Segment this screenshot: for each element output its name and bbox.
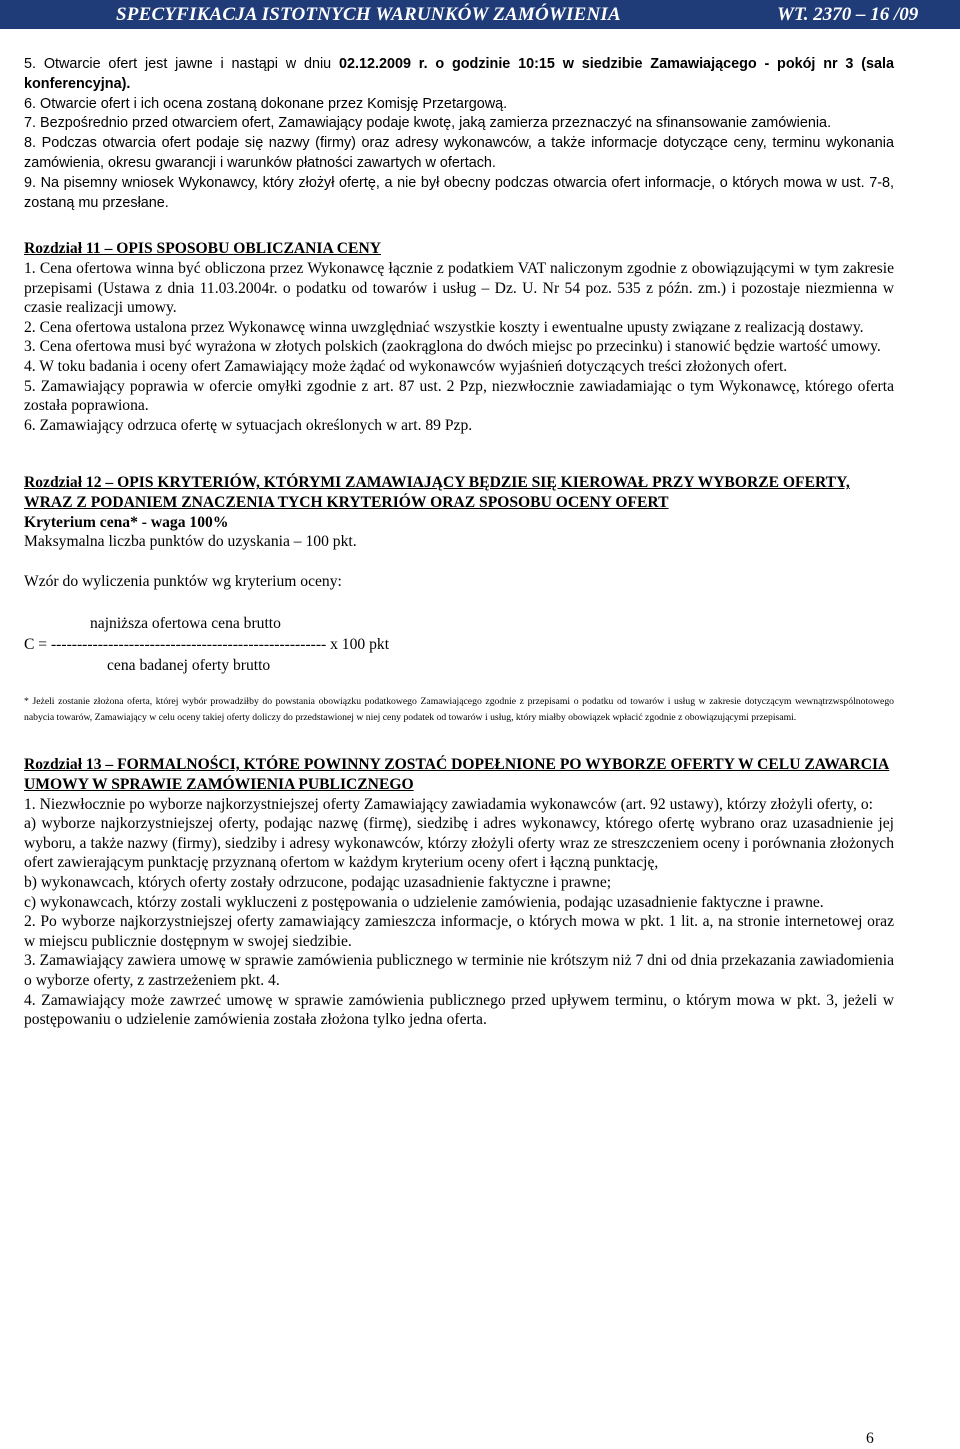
item-number: 5.	[24, 56, 44, 72]
formula-numerator: najniższa ofertowa cena brutto	[90, 615, 281, 633]
paragraph: 1. Niezwłocznie po wyborze najkorzystniejszej oferty Zamawiający zawiadamia wykonawców (art. 92 ustawy), którzy złożyli oferty, o:	[24, 795, 873, 813]
item-number: 7.	[24, 115, 40, 132]
max-points-text: Maksymalna liczba punktów do uzyskania – 100 pkt.	[24, 533, 357, 551]
item-text: Otwarcie ofert jest jawne i nastąpi w dniu	[43, 56, 339, 72]
document-title: SPECYFIKACJA ISTOTNYCH WARUNKÓW ZAMÓWIENIA	[116, 4, 621, 25]
paragraph: b) wykonawcach, których oferty zostały odrzucone, podając uzasadnienie faktyczne i prawne;	[24, 874, 612, 892]
list-item	[24, 114, 894, 134]
page-number: 6	[866, 1430, 874, 1447]
list-item: 1. Cena ofertowa winna być obliczona przez Wykonawcę łącznie z podatkiem VAT naliczonym zgodnie z obowiązującymi w tym zakresie przepisami (Ustawa z dnia 11.03.2004r. o podatku od towarów i usług – Dz. U. Nr 54 poz. 535 z późn. zm.) i pozostaje niezmienna w czasie realizacji umowy.	[24, 259, 894, 317]
list-item: 4. W toku badania i oceny ofert Zamawiający może żądać od wykonawców wyjaśnień dotyczących treści złożonych ofert.	[24, 357, 788, 375]
footnote: * Jeżeli zostanie złożona oferta, której wybór prowadziłby do powstania obowiązku podatkowego Zamawiającego zgodnie z przepisami o podatku od towarów i usług w zakresie dotyczącym wewnątrzwspólnotowego nabycia towarów, Zamawiający w celu oceny takiej oferty doliczy do przedstawionej w niej ceny podatek od towarów i usług, który miałby obowiązek wpłacić zgodnie z obowiązującymi przepisami.	[24, 696, 894, 723]
item-bold-text: 02.12.2009 r. o godzinie 10:15 w siedzibie Zamawiającego - pokój nr 3 (sala konferencyjna).	[24, 56, 894, 92]
section-12	[24, 473, 894, 725]
item-number: 6.	[24, 95, 40, 112]
formula-intro: Wzór do wyliczenia punktów wg kryterium oceny:	[24, 572, 342, 590]
page-header	[0, 0, 960, 29]
paragraph: 4. Zamawiający może zawrzeć umowę w sprawie zamówienia publicznego przed upływem terminu, o którym mowa w pkt. 3, jeżeli w postępowaniu o udzielenie zamówienia została złożona tylko jedna oferta.	[24, 991, 894, 1029]
list-item: 6. Zamawiający odrzuca ofertę w sytuacjach określonych w art. 89 Pzp.	[24, 416, 473, 434]
paragraph: c) wykonawcach, którzy zostali wykluczeni z postępowania o udzielenie zamówienia, podając uzasadnienie faktyczne i prawne.	[24, 893, 824, 911]
item-text: Podczas otwarcia ofert podaje się nazwy (firmy) oraz adresy wykonawców, a także informacje dotyczące ceny, terminu wykonania zamówienia, okresu gwarancji i warunków płatności zawartych w ofertach.	[24, 135, 894, 171]
section-heading: Rozdział 11 – OPIS SPOSOBU OBLICZANIA CENY	[24, 240, 381, 258]
item-text: Na pisemny wniosek Wykonawcy, który złożył ofertę, a nie był obecny podczas otwarcia ofert informacje, o których mowa w ust. 7-8, zostaną mu przesłane.	[24, 174, 895, 211]
list-item: 3. Cena ofertowa musi być wyrażona w złotych polskich (zaokrąglona do dwóch miejsc po przecinku) i stanowić będzie wartość umowy.	[24, 338, 881, 356]
document-body	[24, 55, 894, 1030]
opening-rules-list	[24, 55, 894, 213]
criterion-label: Kryterium cena* - waga 100%	[24, 513, 229, 531]
section-heading: Rozdział 12 – OPIS KRYTERIÓW, KTÓRYMI ZAMAWIAJĄCY BĘDZIE SIĘ KIEROWAŁ PRZY WYBORZE OFERTY, WRAZ Z PODANIEM ZNACZENIA TYCH KRYTERIÓW ORAZ SPOSOBU OCENY OFERT	[24, 474, 850, 511]
list-item	[24, 55, 894, 95]
formula-denominator: cena badanej oferty brutto	[107, 657, 271, 675]
paragraph: a) wyborze najkorzystniejszej oferty, podając nazwę (firmę), siedzibę i adres wykonawcy, którego ofertę wybrano oraz uzasadnienie jej wyboru, a także nazwy (firmy), siedziby i adresy wykonawców, którzy złożyli oferty wraz ze streszczeniem oceny i porównania złożonych ofert zawierającym punktację przyznaną ofertom w każdym kryterium oceny ofert i łączną punktację,	[24, 815, 894, 872]
list-item: 2. Cena ofertowa ustalona przez Wykonawcę winna uwzględniać wszystkie koszty i ewentualne upusty związane z realizacją dostawy.	[24, 318, 864, 336]
item-number: 8.	[24, 135, 42, 152]
list-item	[24, 174, 894, 214]
list-item	[24, 95, 894, 115]
list-item	[24, 134, 894, 174]
section-heading: Rozdział 13 – FORMALNOŚCI, KTÓRE POWINNY ZOSTAĆ DOPEŁNIONE PO WYBORZE OFERTY W CELU ZAWARCIA UMOWY W SPRAWIE ZAMÓWIENIA PUBLICZNEGO	[24, 756, 890, 794]
section-13	[24, 755, 894, 1029]
section-11	[24, 239, 894, 435]
paragraph: 2. Po wyborze najkorzystniejszej oferty zamawiający zamieszcza informacje, o których mowa w pkt. 1 lit. a, na stronie internetowej oraz w miejscu publicznie dostępnym w swojej siedzibie.	[24, 913, 894, 950]
item-number: 9.	[24, 174, 41, 191]
formula-line: C = ----------------------------------------------------- x 100 pkt	[24, 636, 390, 654]
paragraph: 3. Zamawiający zawiera umowę w sprawie zamówienia publicznego w terminie nie krótszym niż 7 dni od dnia przekazania zawiadomienia o wyborze oferty, z zastrzeżeniem pkt. 4.	[24, 952, 894, 989]
score-formula	[24, 613, 894, 676]
item-text: Bezpośrednio przed otwarciem ofert, Zamawiający podaje kwotę, jaką zamierza przeznaczyć na sfinansowanie zamówienia.	[40, 115, 832, 132]
list-item: 5. Zamawiający poprawia w ofercie omyłki zgodnie z art. 87 ust. 2 Pzp, niezwłocznie zawiadamiając o tym Wykonawcę, którego oferta została poprawiona.	[24, 377, 894, 415]
item-text: Otwarcie ofert i ich ocena zostaną dokonane przez Komisję Przetargową.	[40, 95, 508, 112]
document-reference: WT. 2370 – 16 /09	[777, 4, 919, 25]
